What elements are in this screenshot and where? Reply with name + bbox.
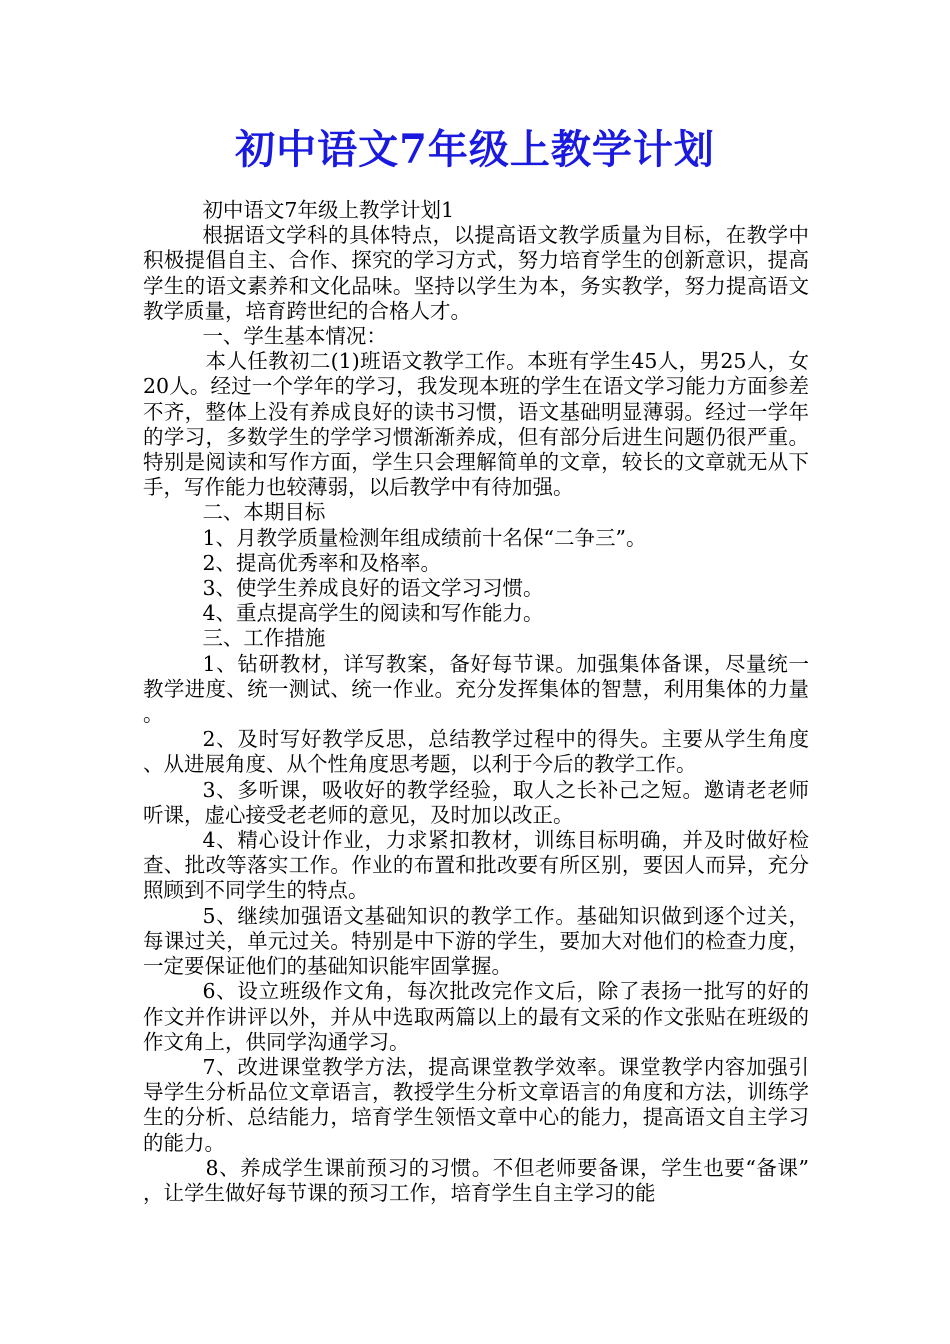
section-heading: 初中语文7年级上教学计划1 bbox=[202, 198, 455, 222]
list-item: 1、钻研教材，详写教案，备好每节课。加强集体备课，尽量统一教学进度、统一测试、统一作业。充分发挥集体的智慧，利用集体的力量。 bbox=[143, 651, 809, 727]
section-heading: 二、本期目标 bbox=[202, 500, 326, 525]
section-heading: 三、工作措施 bbox=[202, 626, 326, 651]
list-item: 4、重点提高学生的阅读和写作能力。 bbox=[202, 601, 544, 626]
list-item: 3、多听课，吸收好的教学经验，取人之长补己之短。邀请老老师听课，虚心接受老老师的意见，及时加以改正。 bbox=[143, 777, 809, 827]
paragraph: 根据语文学科的具体特点，以提高语文教学质量为目标，在教学中积极提倡自主、合作、探究的学习方式，努力培育学生的创新意识，提高学生的语文素养和文化品味。坚持以学生为本，务实教学，努力提高语文教学质量，培育跨世纪的合格人才。 bbox=[143, 223, 809, 323]
list-item: 2、提高优秀率和及格率。 bbox=[202, 550, 441, 575]
document-title: 初中语文7年级上教学计划 bbox=[235, 126, 715, 173]
section-heading: 一、学生基本情况： bbox=[202, 324, 387, 349]
list-item: 5、继续加强语文基础知识的教学工作。基础知识做到逐个过关，每课过关，单元过关。特别是中下游的学生，要加大对他们的检查力度，一定要保证他们的基础知识能牢固掌握。 bbox=[143, 903, 809, 979]
list-item: 6、设立班级作文角，每次批改完作文后，除了表扬一批写的好的作文并作讲评以外，并从中选取两篇以上的最有文采的作文张贴在班级的作文角上，供同学沟通学习。 bbox=[143, 979, 809, 1054]
list-item: 3、使学生养成良好的语文学习习惯。 bbox=[202, 576, 544, 601]
list-item: 2、及时写好教学反思，总结教学过程中的得失。主要从学生角度、从进展角度、从个性角度思考题，以利于今后的教学工作。 bbox=[143, 727, 809, 777]
list-item: 1、月教学质量检测年组成绩前十名保“二争三”。 bbox=[202, 525, 647, 550]
document-body bbox=[143, 198, 809, 1206]
list-item: 7、改进课堂教学方法，提高课堂教学效率。课堂教学内容加强引导学生分析品位文章语言，教授学生分析文章语言的角度和方法，训练学生的分析、总结能力，培育学生领悟文章中心的能力，提高语文自主学习的能力。 bbox=[143, 1054, 809, 1155]
list-item: 4、精心设计作业，力求紧扣教材，训练目标明确，并及时做好检查、批改等落实工作。作业的布置和批改要有所区别，要因人而异，充分照顾到不同学生的特点。 bbox=[143, 828, 809, 903]
list-item: 8、养成学生课前预习的习惯。不但老师要备课，学生也要“备课”，让学生做好每节课的预习工作，培育学生自主学习的能 bbox=[143, 1155, 809, 1205]
paragraph: 本人任教初二(1)班语文教学工作。本班有学生45人，男25人，女20人。经过一个学年的学习，我发现本班的学生在语文学习能力方面参差不齐，整体上没有养成良好的读书习惯，语文基础明显薄弱。经过一学年的学习，多数学生的学学习惯渐渐养成，但有部分后进生问题仍很严重。特别是阅读和写作方面，学生只会理解简单的文章，较长的文章就无从下手，写作能力也较薄弱，以后教学中有待加强。 bbox=[143, 349, 809, 500]
